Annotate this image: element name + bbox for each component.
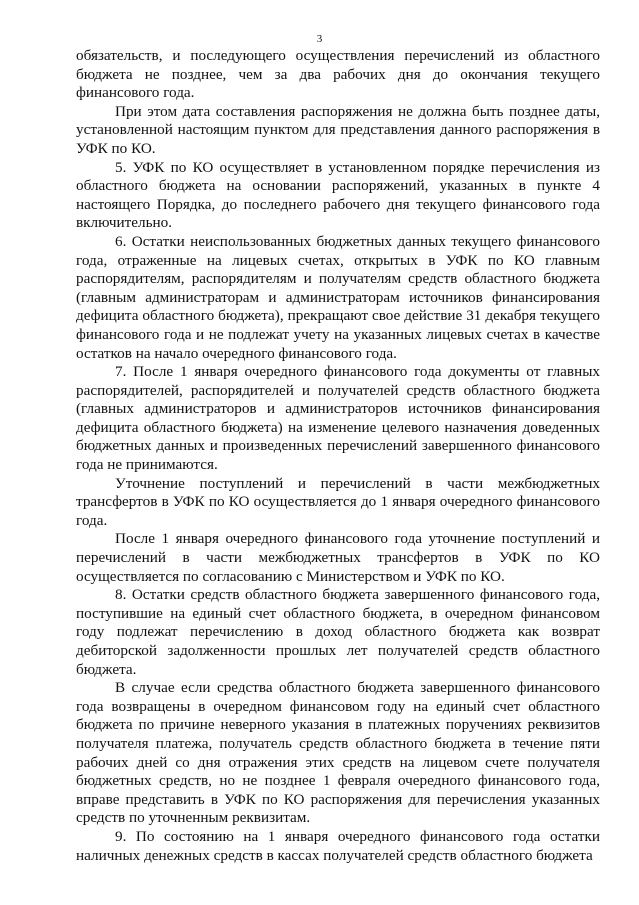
paragraph-item-8: 8. Остатки средств областного бюджета завершенного финансового года, поступившие на единый счет областного бюджета, в очередном финансовом году подлежат перечислению в доход областного бюджета как возврат дебиторской задолженности прошлых лет получателей средств областного бюджета. (76, 586, 600, 678)
paragraph: После 1 января очередного финансового года уточнение поступлений и перечислений в части межбюджетных трансфертов в УФК по КО осуществляется по согласованию с Министерством и УФК по КО. (76, 530, 600, 585)
page-number: 3 (316, 33, 323, 45)
paragraph-continuation: обязательств, и последующего осуществления перечислений из областного бюджета не позднее, чем за два рабочих дня до окончания текущего финансового года. (76, 47, 600, 102)
paragraph-item-5: 5. УФК по КО осуществляет в установленном порядке перечисления из областного бюджета на основании распоряжений, указанных в пункте 4 настоящего Порядка, до последнего рабочего дня текущего финансового года включительно. (76, 158, 600, 232)
paragraph-item-6: 6. Остатки неиспользованных бюджетных данных текущего финансового года, отраженные на лицевых счетах, открытых в УФК по КО главным распорядителям, распорядителям и получателям средств областного бюджета (главным администраторам и администраторам источников финансирования дефицита областного бюджета), прекращают свое действие 31 декабря текущего финансового года и не подлежат учету на указанных лицевых счетах в качестве остатков на начало очередного финансового года. (76, 232, 600, 362)
paragraph: При этом дата составления распоряжения не должна быть позднее даты, установленной настоящим пунктом для представления данного распоряжения в УФК по КО. (76, 102, 600, 157)
paragraph: Уточнение поступлений и перечислений в части межбюджетных трансфертов в УФК по КО осуществляется до 1 января очередного финансового года. (76, 474, 600, 529)
paragraph-item-9: 9. По состоянию на 1 января очередного финансового года остатки наличных денежных средств в кассах получателей средств областного бюджета (76, 827, 600, 864)
paragraph-item-7: 7. После 1 января очередного финансового года документы от главных распорядителей, распорядителей и получателей средств областного бюджета (главных администраторов и администраторов источников финансирования дефицита областного бюджета) на изменение целевого назначения доведенных бюджетных данных и произведенных перечислений завершенного финансового года не принимаются. (76, 363, 600, 474)
paragraph: В случае если средства областного бюджета завершенного финансового года возвращены в очередном финансовом году на единый счет областного бюджета по причине неверного указания в платежных поручениях реквизитов получателя платежа, получатель средств областного бюджета в течение пяти рабочих дней со дня отражения этих средств на лицевом счете получателя бюджетных средств, но не позднее 1 февраля очередного финансового года, вправе представить в УФК по КО распоряжения для перечисления указанных средств по уточненным реквизитам. (76, 679, 600, 827)
document-body (76, 47, 600, 865)
